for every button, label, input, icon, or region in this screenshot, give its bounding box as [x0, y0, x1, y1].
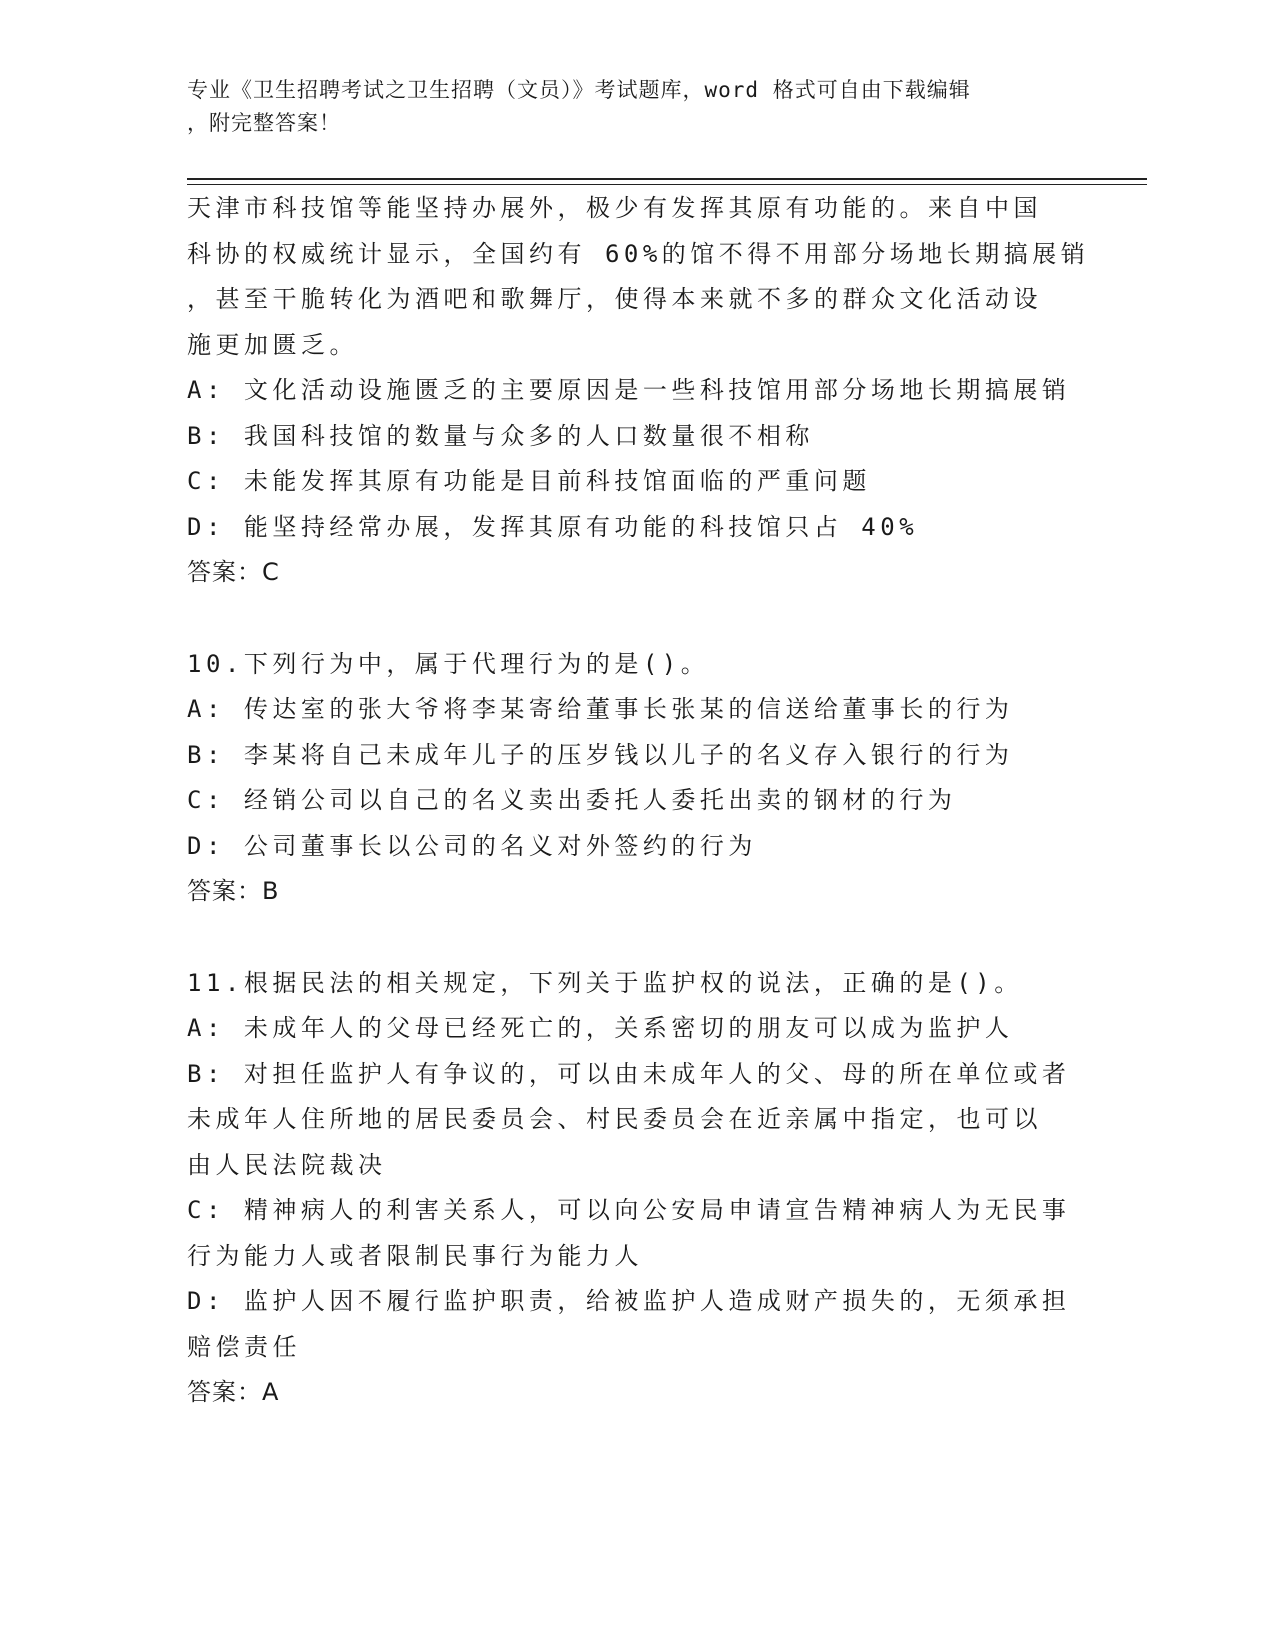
option-line: 未成年人住所地的居民委员会、村民委员会在近亲属中指定，也可以 [187, 1105, 1042, 1133]
option-d: D: 公司董事长以公司的名义对外签约的行为 [187, 831, 757, 860]
answer-label: 答案：B [187, 877, 280, 905]
passage-line: 科协的权威统计显示，全国约有 60%的馆不得不用部分场地长期搞展销 [187, 239, 1090, 268]
option-a: A: 文化活动设施匮乏的主要原因是一些科技馆用部分场地长期搞展销 [187, 376, 1071, 404]
question-title: 10.下列行为中，属于代理行为的是()。 [187, 649, 710, 678]
option-c: C: 未能发挥其原有功能是目前科技馆面临的严重问题 [187, 467, 871, 495]
header-line-1: 专业《卫生招聘考试之卫生招聘（文员）》考试题库，word 格式可自由下载编辑 [187, 78, 971, 102]
answer-label: 答案：C [187, 558, 280, 586]
header-divider-thin [187, 184, 1147, 185]
option-a: A: 未成年人的父母已经死亡的，关系密切的朋友可以成为监护人 [187, 1014, 1014, 1042]
page-header [187, 74, 1067, 140]
question-content [187, 186, 1090, 1416]
header-line-2: ，附完整答案！ [187, 111, 341, 135]
answer-label: 答案：A [187, 1378, 280, 1406]
option-b: B: 我国科技馆的数量与众多的人口数量很不相称 [187, 421, 814, 450]
option-line: B: 对担任监护人有争议的，可以由未成年人的父、母的所在单位或者 [187, 1059, 1071, 1088]
spacer [187, 596, 1087, 642]
header-divider-thick [187, 178, 1147, 180]
option-d: D: 能坚持经常办展，发挥其原有功能的科技馆只占 40% [187, 512, 919, 541]
option-a: A: 传达室的张大爷将李某寄给董事长张某的信送给董事长的行为 [187, 695, 1014, 723]
option-line: D: 监护人因不履行监护职责，给被监护人造成财产损失的，无须承担 [187, 1287, 1071, 1315]
option-b: B: 李某将自己未成年儿子的压岁钱以儿子的名义存入银行的行为 [187, 740, 1014, 769]
option-b [187, 1052, 1087, 1189]
spacer [187, 915, 1087, 961]
option-c [187, 1188, 1087, 1279]
option-line: 由人民法院裁决 [187, 1150, 387, 1179]
option-line: 行为能力人或者限制民事行为能力人 [187, 1241, 643, 1270]
passage-line: 天津市科技馆等能坚持办展外，极少有发挥其原有功能的。来自中国 [187, 194, 1042, 222]
option-c: C: 经销公司以自己的名义卖出委托人委托出卖的钢材的行为 [187, 786, 957, 814]
option-line: 赔偿责任 [187, 1332, 301, 1361]
question-9 [187, 186, 1090, 596]
option-line: C: 精神病人的利害关系人，可以向公安局申请宣告精神病人为无民事 [187, 1196, 1071, 1224]
question-10 [187, 642, 1087, 915]
passage-line: 施更加匮乏。 [187, 330, 358, 359]
passage-line: ，甚至干脆转化为酒吧和歌舞厅，使得本来就不多的群众文化活动设 [187, 285, 1042, 313]
question-title: 11.根据民法的相关规定，下列关于监护权的说法，正确的是()。 [187, 968, 1023, 997]
question-11 [187, 961, 1087, 1416]
option-d [187, 1279, 1087, 1370]
